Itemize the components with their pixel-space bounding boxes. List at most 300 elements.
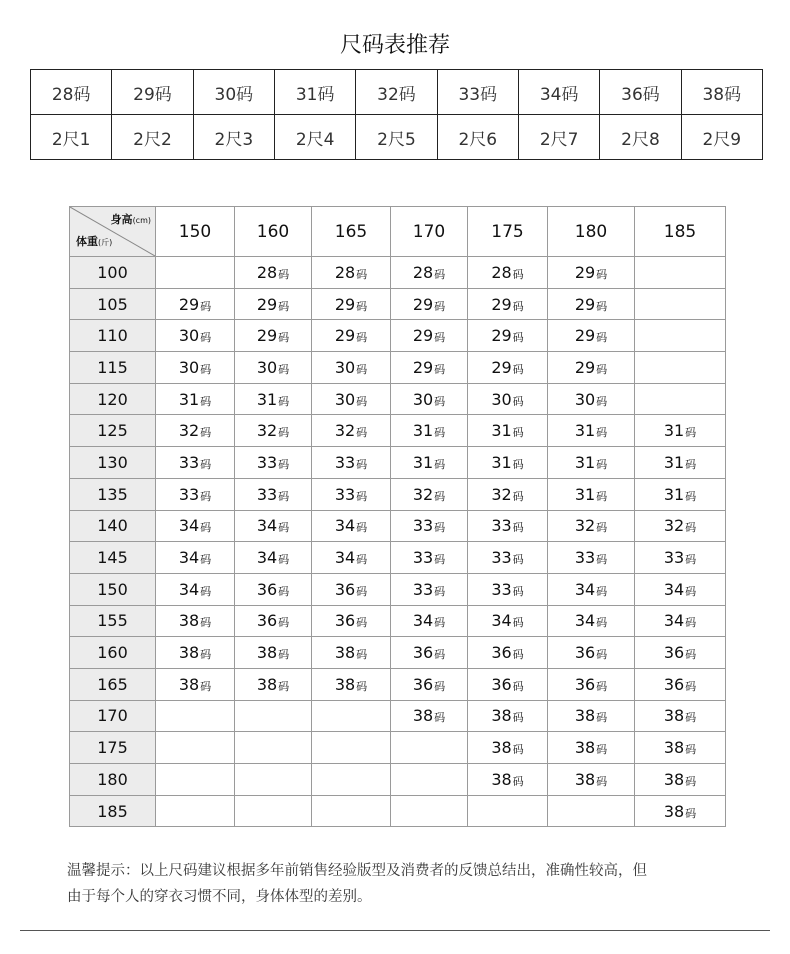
size-recommendation-chart — [69, 206, 726, 827]
size-unit: 码 — [434, 299, 446, 313]
size-unit: 码 — [200, 553, 212, 567]
size-unit: 码 — [685, 521, 697, 535]
size-recommendation-cell — [548, 795, 635, 827]
size-value: 31 — [178, 389, 200, 409]
size-unit: 码 — [596, 711, 608, 725]
size-unit: 码 — [434, 426, 446, 440]
size-recommendation-cell — [235, 605, 312, 637]
weight-header: 125 — [70, 415, 156, 447]
size-recommendation-cell — [312, 447, 391, 479]
size-unit: 码 — [434, 711, 446, 725]
size-unit: 码 — [512, 521, 524, 535]
size-recommendation-cell — [548, 605, 635, 637]
weight-header: 150 — [70, 573, 156, 605]
size-unit: 码 — [512, 331, 524, 345]
size-recommendation-cell — [548, 478, 635, 510]
size-unit: 码 — [596, 394, 608, 408]
chart-body — [70, 257, 726, 827]
size-recommendation-cell — [391, 288, 468, 320]
size-recommendation-cell — [235, 257, 312, 289]
size-unit: 码 — [685, 426, 697, 440]
height-header-row — [70, 207, 726, 257]
size-unit: 码 — [434, 679, 446, 693]
size-value: 29 — [491, 294, 512, 314]
size-unit: 码 — [278, 331, 290, 345]
size-recommendation-cell — [235, 288, 312, 320]
size-recommendation-cell — [312, 668, 391, 700]
tip-note-line-2: 由于每个人的穿衣习惯不同，身体体型的差别。 — [67, 889, 372, 905]
size-recommendation-cell — [548, 542, 635, 574]
size-value: 36 — [663, 643, 685, 663]
size-unit: 码 — [685, 774, 697, 788]
size-recommendation-cell — [468, 320, 548, 352]
size-unit: 码 — [278, 457, 290, 471]
size-recommendation-cell — [391, 447, 468, 479]
size-unit: 码 — [200, 521, 212, 535]
size-cell: 32码 — [356, 70, 437, 115]
size-value: 33 — [178, 452, 200, 472]
size-value: 34 — [663, 579, 685, 599]
size-recommendation-cell — [156, 668, 235, 700]
height-header: 185 — [635, 207, 726, 257]
weight-row — [70, 668, 726, 700]
size-unit: 码 — [685, 711, 697, 725]
size-recommendation-cell — [312, 764, 391, 796]
size-value: 30 — [574, 389, 596, 409]
weight-row — [70, 257, 726, 289]
size-recommendation-cell — [468, 478, 548, 510]
size-value: 34 — [178, 548, 200, 568]
size-recommendation-cell — [235, 352, 312, 384]
size-unit: 码 — [512, 394, 524, 408]
size-recommendation-cell — [468, 510, 548, 542]
size-value: 38 — [334, 674, 356, 694]
size-recommendation-cell — [156, 542, 235, 574]
size-recommendation-cell — [548, 383, 635, 415]
size-unit: 码 — [278, 299, 290, 313]
size-value: 34 — [256, 516, 278, 536]
corner-height-label: 身高(cm) — [110, 213, 151, 226]
size-recommendation-cell — [468, 257, 548, 289]
size-recommendation-cell — [156, 415, 235, 447]
size-value: 30 — [334, 389, 356, 409]
size-unit: 码 — [278, 553, 290, 567]
size-value: 38 — [412, 706, 434, 726]
size-unit: 码 — [685, 553, 697, 567]
size-unit: 码 — [278, 584, 290, 598]
waist-cell: 2尺1 — [31, 115, 112, 160]
size-recommendation-cell — [468, 795, 548, 827]
size-value: 38 — [663, 801, 685, 821]
size-unit: 码 — [596, 584, 608, 598]
weight-row — [70, 795, 726, 827]
weight-header: 110 — [70, 320, 156, 352]
size-value: 32 — [334, 421, 356, 441]
size-recommendation-cell — [312, 352, 391, 384]
size-unit: 码 — [685, 648, 697, 662]
size-unit: 码 — [512, 457, 524, 471]
waist-cell: 2尺3 — [193, 115, 274, 160]
size-recommendation-cell — [548, 257, 635, 289]
size-value: 30 — [334, 357, 356, 377]
size-recommendation-cell — [312, 320, 391, 352]
page-title: 尺码表推荐 — [339, 33, 450, 58]
size-unit: 码 — [278, 489, 290, 503]
size-value: 29 — [491, 326, 512, 346]
size-unit: 码 — [356, 394, 368, 408]
size-recommendation-cell — [635, 637, 726, 669]
size-unit: 码 — [596, 331, 608, 345]
size-recommendation-cell — [635, 700, 726, 732]
size-recommendation-cell — [635, 668, 726, 700]
size-recommendation-cell — [391, 668, 468, 700]
size-unit: 码 — [200, 584, 212, 598]
size-unit: 码 — [356, 584, 368, 598]
size-cell: 33码 — [437, 70, 518, 115]
size-unit: 码 — [512, 362, 524, 376]
size-unit: 码 — [512, 679, 524, 693]
size-value: 34 — [491, 611, 512, 631]
size-value: 30 — [412, 389, 434, 409]
size-value: 33 — [256, 484, 278, 504]
size-recommendation-cell — [156, 478, 235, 510]
size-value: 36 — [256, 579, 278, 599]
size-value: 36 — [491, 643, 512, 663]
size-value: 32 — [412, 484, 434, 504]
size-value: 38 — [663, 706, 685, 726]
size-unit: 码 — [356, 457, 368, 471]
weight-row — [70, 510, 726, 542]
size-value: 29 — [574, 262, 596, 282]
size-value: 31 — [412, 452, 434, 472]
size-value: 29 — [412, 357, 434, 377]
size-value: 29 — [412, 294, 434, 314]
size-value: 28 — [256, 262, 278, 282]
size-recommendation-cell — [635, 732, 726, 764]
size-value: 29 — [334, 326, 356, 346]
size-unit: 码 — [512, 426, 524, 440]
size-recommendation-cell — [468, 637, 548, 669]
size-value: 32 — [491, 484, 512, 504]
size-unit: 码 — [278, 616, 290, 630]
waist-cell: 2尺5 — [356, 115, 437, 160]
size-recommendation-cell — [312, 795, 391, 827]
size-recommendation-cell — [548, 732, 635, 764]
size-value: 32 — [663, 516, 685, 536]
weight-header: 130 — [70, 447, 156, 479]
size-unit: 码 — [596, 489, 608, 503]
size-unit: 码 — [278, 362, 290, 376]
size-value: 36 — [412, 674, 434, 694]
size-value: 29 — [574, 326, 596, 346]
size-unit: 码 — [200, 679, 212, 693]
size-unit: 码 — [278, 648, 290, 662]
size-recommendation-cell — [312, 573, 391, 605]
size-recommendation-cell — [635, 320, 726, 352]
size-recommendation-cell — [235, 415, 312, 447]
size-recommendation-cell — [548, 415, 635, 447]
size-recommendation-cell — [312, 257, 391, 289]
size-value: 38 — [178, 611, 200, 631]
size-recommendation-cell — [156, 257, 235, 289]
size-value: 33 — [334, 452, 356, 472]
size-recommendation-cell — [391, 510, 468, 542]
size-recommendation-cell — [312, 478, 391, 510]
size-unit: 码 — [596, 267, 608, 281]
size-unit: 码 — [200, 457, 212, 471]
size-unit: 码 — [356, 362, 368, 376]
size-recommendation-cell — [468, 415, 548, 447]
size-cell: 28码 — [31, 70, 112, 115]
size-recommendation-cell — [156, 637, 235, 669]
size-value: 36 — [334, 579, 356, 599]
size-recommendation-cell — [391, 764, 468, 796]
size-unit: 码 — [512, 553, 524, 567]
size-value: 38 — [178, 674, 200, 694]
height-header: 150 — [156, 207, 235, 257]
size-value: 34 — [256, 548, 278, 568]
size-value: 29 — [412, 326, 434, 346]
size-recommendation-cell — [391, 700, 468, 732]
tip-note-line-1: 温馨提示：以上尺码建议根据多年前销售经验版型及消费者的反馈总结出，准确性较高，但 — [67, 863, 647, 879]
size-recommendation-cell — [391, 573, 468, 605]
size-value: 29 — [574, 357, 596, 377]
tip-note — [67, 858, 747, 910]
size-value: 30 — [256, 357, 278, 377]
size-value: 32 — [574, 516, 596, 536]
size-recommendation-cell — [548, 352, 635, 384]
size-unit: 码 — [596, 648, 608, 662]
size-unit: 码 — [356, 679, 368, 693]
size-value: 30 — [178, 326, 200, 346]
size-value: 33 — [491, 516, 512, 536]
size-unit: 码 — [434, 457, 446, 471]
weight-row — [70, 447, 726, 479]
size-unit: 码 — [356, 331, 368, 345]
size-value: 36 — [491, 674, 512, 694]
weight-row — [70, 637, 726, 669]
size-recommendation-cell — [312, 510, 391, 542]
size-value: 38 — [574, 769, 596, 789]
size-row — [31, 70, 763, 115]
weight-row — [70, 478, 726, 510]
size-recommendation-cell — [468, 732, 548, 764]
size-recommendation-cell — [468, 700, 548, 732]
corner-weight-label: 体重(斤) — [76, 235, 113, 248]
size-unit: 码 — [596, 743, 608, 757]
size-unit: 码 — [356, 426, 368, 440]
size-recommendation-cell — [635, 795, 726, 827]
size-value: 31 — [663, 452, 685, 472]
size-value: 36 — [334, 611, 356, 631]
size-recommendation-cell — [391, 605, 468, 637]
size-value: 34 — [334, 516, 356, 536]
weight-header: 180 — [70, 764, 156, 796]
size-recommendation-cell — [635, 383, 726, 415]
size-recommendation-cell — [156, 795, 235, 827]
size-recommendation-cell — [548, 668, 635, 700]
size-value: 36 — [663, 674, 685, 694]
size-unit: 码 — [434, 489, 446, 503]
size-recommendation-cell — [548, 764, 635, 796]
size-unit: 码 — [596, 774, 608, 788]
size-cell: 36码 — [600, 70, 681, 115]
weight-header: 175 — [70, 732, 156, 764]
weight-row — [70, 415, 726, 447]
size-recommendation-cell — [235, 668, 312, 700]
size-recommendation-cell — [312, 415, 391, 447]
size-recommendation-cell — [312, 542, 391, 574]
size-unit: 码 — [512, 299, 524, 313]
size-recommendation-cell — [635, 478, 726, 510]
size-recommendation-cell — [156, 573, 235, 605]
size-unit: 码 — [596, 299, 608, 313]
size-value: 33 — [412, 548, 434, 568]
size-recommendation-cell — [235, 383, 312, 415]
size-unit: 码 — [596, 616, 608, 630]
weight-header: 120 — [70, 383, 156, 415]
size-recommendation-cell — [391, 257, 468, 289]
weight-row — [70, 352, 726, 384]
waist-cell: 2尺8 — [600, 115, 681, 160]
height-header: 160 — [235, 207, 312, 257]
size-unit: 码 — [596, 679, 608, 693]
size-unit: 码 — [278, 394, 290, 408]
size-unit: 码 — [356, 299, 368, 313]
weight-header: 105 — [70, 288, 156, 320]
size-recommendation-cell — [156, 352, 235, 384]
size-value: 38 — [663, 769, 685, 789]
size-recommendation-cell — [548, 320, 635, 352]
size-recommendation-cell — [391, 795, 468, 827]
size-recommendation-cell — [468, 605, 548, 637]
weight-row — [70, 605, 726, 637]
size-recommendation-cell — [635, 257, 726, 289]
size-recommendation-cell — [391, 320, 468, 352]
size-unit: 码 — [200, 648, 212, 662]
weight-header: 145 — [70, 542, 156, 574]
size-unit: 码 — [356, 521, 368, 535]
size-recommendation-cell — [468, 573, 548, 605]
size-unit: 码 — [512, 774, 524, 788]
waist-cell: 2尺4 — [274, 115, 355, 160]
size-value: 30 — [491, 389, 512, 409]
size-unit: 码 — [512, 711, 524, 725]
size-recommendation-cell — [156, 605, 235, 637]
size-value: 38 — [574, 706, 596, 726]
waist-cell: 2尺7 — [518, 115, 599, 160]
size-unit: 码 — [685, 489, 697, 503]
size-unit: 码 — [685, 616, 697, 630]
size-cell: 29码 — [112, 70, 193, 115]
bottom-divider — [20, 930, 770, 931]
size-value: 34 — [412, 611, 434, 631]
size-unit: 码 — [434, 521, 446, 535]
size-value: 36 — [574, 643, 596, 663]
size-recommendation-cell — [235, 637, 312, 669]
size-unit: 码 — [512, 584, 524, 598]
size-recommendation-cell — [235, 795, 312, 827]
size-recommendation-cell — [548, 510, 635, 542]
size-unit: 码 — [200, 616, 212, 630]
size-unit: 码 — [434, 267, 446, 281]
size-value: 33 — [412, 579, 434, 599]
size-unit: 码 — [278, 679, 290, 693]
size-value: 34 — [334, 548, 356, 568]
size-recommendation-cell — [635, 510, 726, 542]
size-recommendation-cell — [391, 637, 468, 669]
size-recommendation-cell — [468, 288, 548, 320]
weight-row — [70, 542, 726, 574]
waist-cell: 2尺6 — [437, 115, 518, 160]
size-unit: 码 — [512, 648, 524, 662]
weight-header: 160 — [70, 637, 156, 669]
size-value: 33 — [412, 516, 434, 536]
size-value: 36 — [574, 674, 596, 694]
size-recommendation-cell — [635, 605, 726, 637]
size-value: 33 — [334, 484, 356, 504]
size-value: 38 — [491, 706, 512, 726]
size-unit: 码 — [685, 806, 697, 820]
size-recommendation-cell — [548, 637, 635, 669]
size-value: 30 — [178, 357, 200, 377]
size-unit: 码 — [200, 394, 212, 408]
size-recommendation-cell — [235, 732, 312, 764]
size-recommendation-cell — [156, 288, 235, 320]
size-unit: 码 — [200, 331, 212, 345]
size-recommendation-cell — [235, 573, 312, 605]
size-unit: 码 — [278, 267, 290, 281]
size-unit: 码 — [512, 489, 524, 503]
size-value: 29 — [178, 294, 200, 314]
size-recommendation-cell — [548, 288, 635, 320]
size-unit: 码 — [434, 362, 446, 376]
size-recommendation-cell — [235, 542, 312, 574]
size-value: 31 — [574, 452, 596, 472]
size-recommendation-cell — [391, 352, 468, 384]
size-unit: 码 — [685, 743, 697, 757]
size-value: 34 — [574, 611, 596, 631]
size-value: 29 — [256, 294, 278, 314]
size-value: 29 — [574, 294, 596, 314]
weight-header: 135 — [70, 478, 156, 510]
size-value: 33 — [491, 579, 512, 599]
weight-header: 165 — [70, 668, 156, 700]
size-value: 36 — [256, 611, 278, 631]
size-cell: 31码 — [274, 70, 355, 115]
size-cell: 34码 — [518, 70, 599, 115]
weight-row — [70, 288, 726, 320]
size-unit: 码 — [596, 426, 608, 440]
size-recommendation-cell — [312, 732, 391, 764]
size-recommendation-cell — [235, 764, 312, 796]
size-recommendation-cell — [635, 764, 726, 796]
size-unit: 码 — [278, 426, 290, 440]
weight-row — [70, 764, 726, 796]
size-unit: 码 — [356, 553, 368, 567]
size-recommendation-cell — [548, 447, 635, 479]
size-unit: 码 — [512, 616, 524, 630]
size-recommendation-cell — [548, 700, 635, 732]
height-header: 165 — [312, 207, 391, 257]
size-value: 33 — [663, 548, 685, 568]
size-recommendation-cell — [635, 288, 726, 320]
size-recommendation-cell — [635, 352, 726, 384]
size-value: 28 — [491, 262, 512, 282]
weight-row — [70, 383, 726, 415]
size-recommendation-cell — [156, 320, 235, 352]
size-recommendation-cell — [391, 478, 468, 510]
